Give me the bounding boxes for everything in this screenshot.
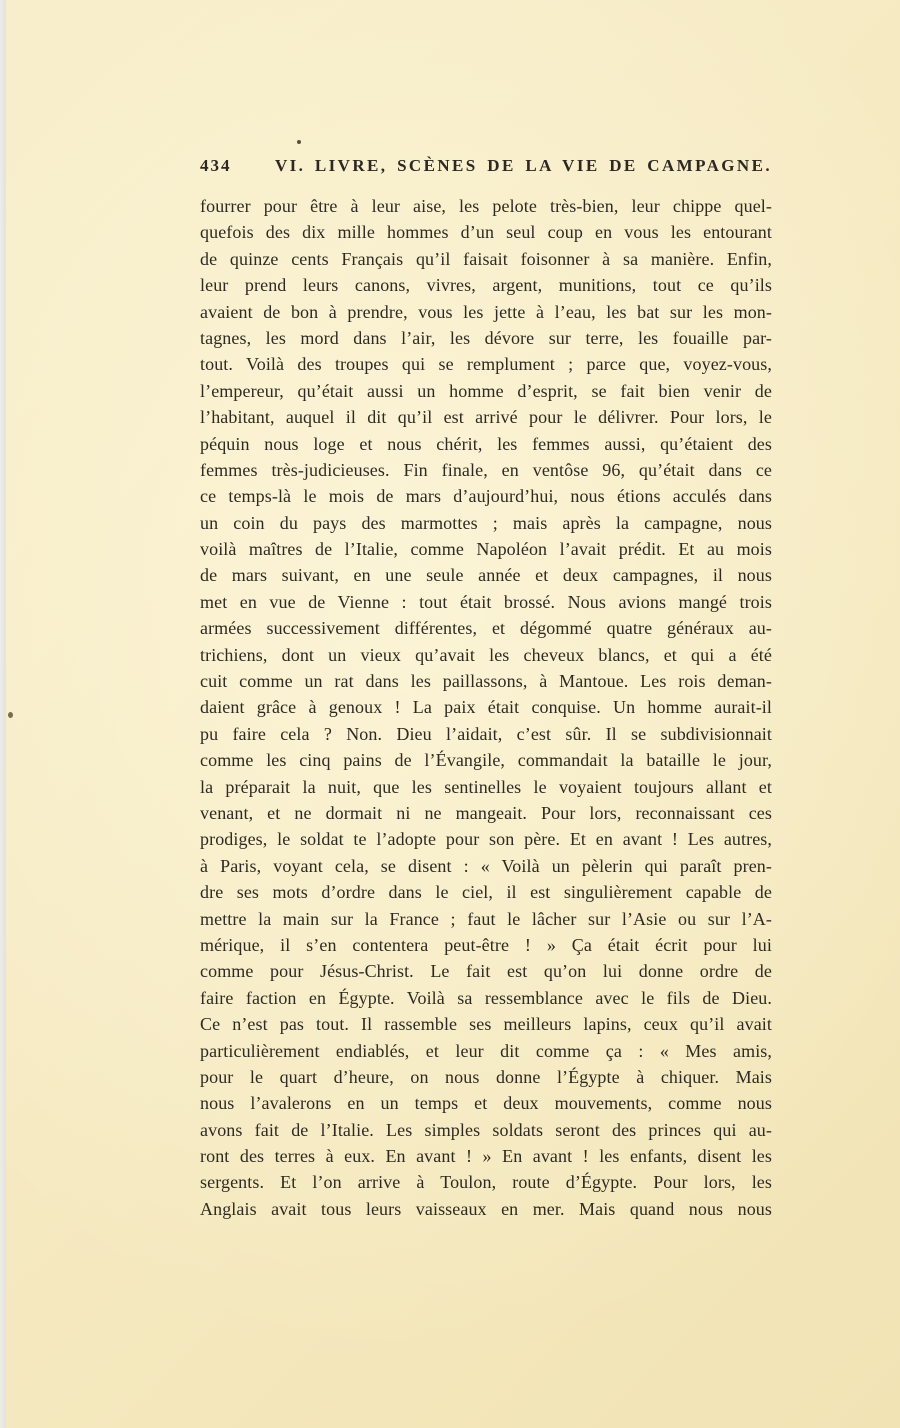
text-line: met en vue de Vienne : tout était brossé. Nous avions mangé trois xyxy=(200,591,772,612)
text-line: venant, et ne dormait ni ne mangeait. Pour lors, reconnaissant ces xyxy=(200,802,772,823)
text-line: pu faire cela ? Non. Dieu l’aidait, c’est sûr. Il se subdivisionnait xyxy=(200,723,772,744)
page-header xyxy=(200,156,772,178)
page-content xyxy=(200,156,772,1222)
text-line: Ce n’est pas tout. Il rassemble ses meilleurs lapins, ceux qu’il avait xyxy=(200,1014,772,1035)
running-title: VI. LIVRE, SCÈNES DE LA VIE DE CAMPAGNE. xyxy=(274,156,772,175)
text-line: péquin nous loge et nous chérit, les femmes aussi, qu’étaient des xyxy=(200,433,772,454)
text-line: avaient de bon à prendre, vous les jette à l’eau, les bat sur les mon- xyxy=(200,301,772,322)
text-line: pour le quart d’heure, on nous donne l’Égypte à chiquer. Mais xyxy=(200,1066,772,1087)
text-line: particulièrement endiablés, et leur dit comme ça : « Mes amis, xyxy=(200,1040,772,1061)
text-line: un coin du pays des marmottes ; mais après la campagne, nous xyxy=(200,512,772,533)
text-line: femmes très-judicieuses. Fin finale, en ventôse 96, qu’était dans ce xyxy=(200,459,772,480)
text-line: ront des terres à eux. En avant ! » En avant ! les enfants, disent les xyxy=(200,1146,772,1167)
text-line: prodiges, le soldat te l’adopte pour son père. Et en avant ! Les autres, xyxy=(200,829,772,850)
text-line: de mars suivant, en une seule année et deux campagnes, il nous xyxy=(200,565,772,586)
text-line: cuit comme un rat dans les paillassons, à Mantoue. Les rois deman- xyxy=(200,671,772,692)
book-page xyxy=(6,0,900,1428)
text-line: faire faction en Égypte. Voilà sa ressemblance avec le fils de Dieu. xyxy=(200,987,772,1008)
text-line: leur prend leurs canons, vivres, argent, munitions, tout ce qu’ils xyxy=(200,275,772,296)
text-line: l’habitant, auquel il dit qu’il est arrivé pour le délivrer. Pour lors, le xyxy=(200,407,772,428)
text-line: de quinze cents Français qu’il faisait foisonner à sa manière. Enfin, xyxy=(200,248,772,269)
text-line: daient grâce à genoux ! La paix était conquise. Un homme aurait-il xyxy=(200,697,772,718)
paper-speck xyxy=(8,712,13,718)
text-line: l’empereur, qu’était aussi un homme d’esprit, se fait bien venir de xyxy=(200,380,772,401)
text-line: Anglais avait tous leurs vaisseaux en mer. Mais quand nous nous xyxy=(200,1198,772,1219)
text-line: avons fait de l’Italie. Les simples soldats seront des princes qui au- xyxy=(200,1119,772,1140)
text-line: dre ses mots d’ordre dans le ciel, il est singulièrement capable de xyxy=(200,882,772,903)
text-line: tagnes, les mord dans l’air, les dévore sur terre, les fouaille par- xyxy=(200,327,772,348)
text-line: à Paris, voyant cela, se disent : « Voilà un pèlerin qui paraît pren- xyxy=(200,855,772,876)
text-line: mérique, il s’en contentera peut-être ! » Ça était écrit pour lui xyxy=(200,934,772,955)
text-line: sergents. Et l’on arrive à Toulon, route d’Égypte. Pour lors, les xyxy=(200,1172,772,1193)
text-line: quefois des dix mille hommes d’un seul coup en vous les entourant xyxy=(200,222,772,243)
paper-speck xyxy=(297,140,301,144)
text-line: ce temps-là le mois de mars d’aujourd’hui, nous étions acculés dans xyxy=(200,486,772,507)
text-line: tout. Voilà des troupes qui se remplument ; parce que, voyez-vous, xyxy=(200,354,772,375)
page-number: 434 xyxy=(200,156,232,175)
text-line: mettre la main sur la France ; faut le lâcher sur l’Asie ou sur l’A- xyxy=(200,908,772,929)
text-line: fourrer pour être à leur aise, les pelote très-bien, leur chippe quel- xyxy=(200,196,772,216)
text-line: la préparait la nuit, que les sentinelles le voyaient toujours allant et xyxy=(200,776,772,797)
text-line: nous l’avalerons en un temps et deux mouvements, comme nous xyxy=(200,1093,772,1114)
text-line: comme les cinq pains de l’Évangile, commandait la bataille le jour, xyxy=(200,750,772,771)
body-text xyxy=(200,193,772,1222)
text-line: comme pour Jésus-Christ. Le fait est qu’on lui donne ordre de xyxy=(200,961,772,982)
text-line: voilà maîtres de l’Italie, comme Napoléon l’avait prédit. Et au mois xyxy=(200,539,772,560)
text-line: armées successivement différentes, et dégommé quatre généraux au- xyxy=(200,618,772,639)
text-line: trichiens, dont un vieux qu’avait les cheveux blancs, et qui a été xyxy=(200,644,772,665)
